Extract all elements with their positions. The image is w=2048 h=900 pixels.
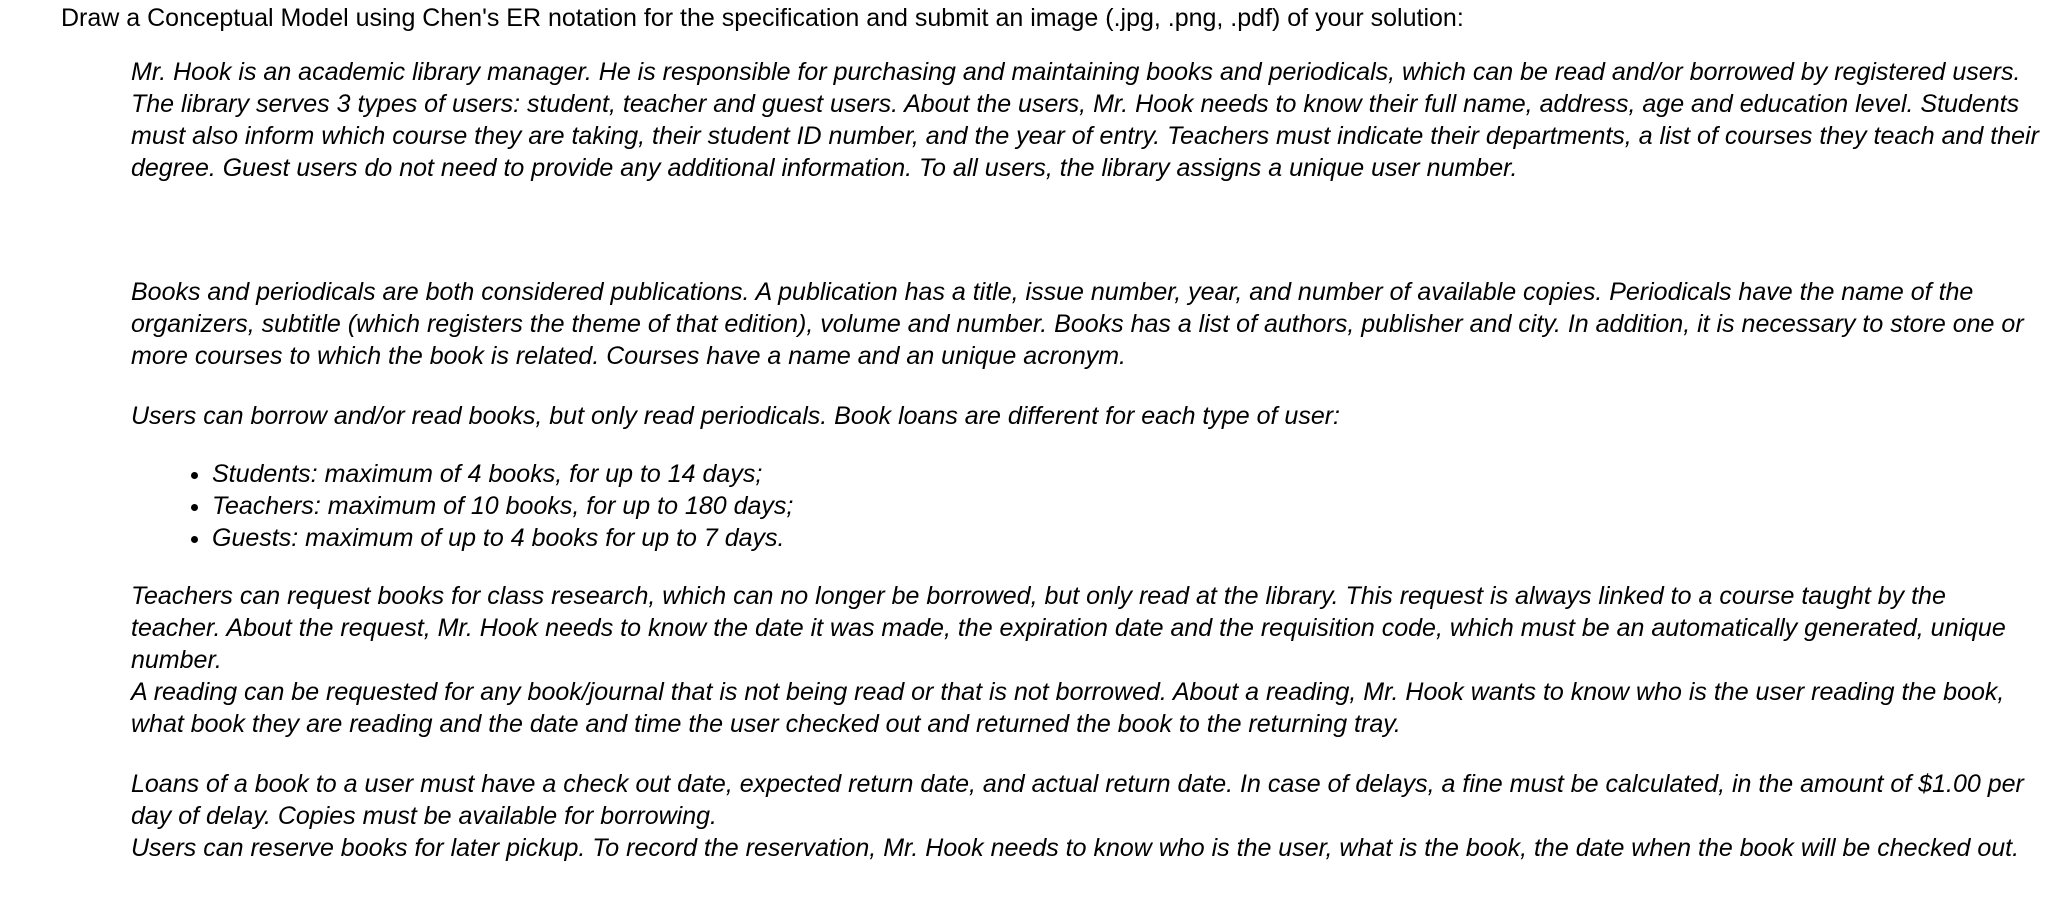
assignment-instruction: Draw a Conceptual Model using Chen's ER notation for the specification and submit an image (.jpg, .png, .pdf) of your solution: — [61, 4, 1464, 32]
spec-paragraph-publications: Books and periodicals are both considered publications. A publication has a title, issue number, year, and number of available copies. Periodicals have the name of the organizers, subtitle (which registers the theme of that edition), volume and number. Books has a list of authors, publisher and city. In addition, it is necessary to store one or more courses to which the book is related. Courses have a name and an unique acronym. — [131, 278, 2024, 370]
spec-paragraph-loans: Loans of a book to a user must have a check out date, expected return date, and actual return date. In case of delays, a fine must be calculated, in the amount of $1.00 per day of delay. Copies must be available for borrowing. — [131, 770, 2024, 830]
spec-paragraph-borrow-read: Users can borrow and/or read books, but only read periodicals. Book loans are different for each type of user: — [131, 402, 1340, 430]
loan-rule-students: • Students: maximum of 4 books, for up to 14 days; — [212, 458, 1812, 490]
spec-paragraph-requests: Teachers can request books for class research, which can no longer be borrowed, but only read at the library. This request is always linked to a course taught by the teacher. About the request, Mr. Hook needs to know the date it was made, the expiration date and the requisition code, which must be an automatically generated, unique number. — [131, 582, 2006, 674]
loan-rules-list — [131, 458, 1812, 554]
spec-paragraph-reservations: Users can reserve books for later pickup. To record the reservation, Mr. Hook needs to know who is the user, what is the book, the date when the book will be checked out. — [131, 834, 2020, 862]
spec-paragraph-reading: A reading can be requested for any book/journal that is not being read or that is not borrowed. About a reading, Mr. Hook wants to know who is the user reading the book, what book they are reading and the date and time the user checked out and returned the book to the returning tray. — [131, 678, 2005, 738]
loan-rule-teachers: • Teachers: maximum of 10 books, for up to 180 days; — [212, 490, 1812, 522]
loan-rule-guests: • Guests: maximum of up to 4 books for up to 7 days. — [212, 522, 1812, 554]
spec-paragraph-users: Mr. Hook is an academic library manager. He is responsible for purchasing and maintaining books and periodicals, which can be read and/or borrowed by registered users. The library serves 3 types of users: student, teacher and guest users. About the users, Mr. Hook needs to know their full name, address, age and education level. Students must also inform which course they are taking, their student ID number, and the year of entry. Teachers must indicate their departments, a list of courses they teach and their degree. Guest users do not need to provide any additional information. To all users, the library assigns a unique user number. — [131, 58, 2039, 182]
